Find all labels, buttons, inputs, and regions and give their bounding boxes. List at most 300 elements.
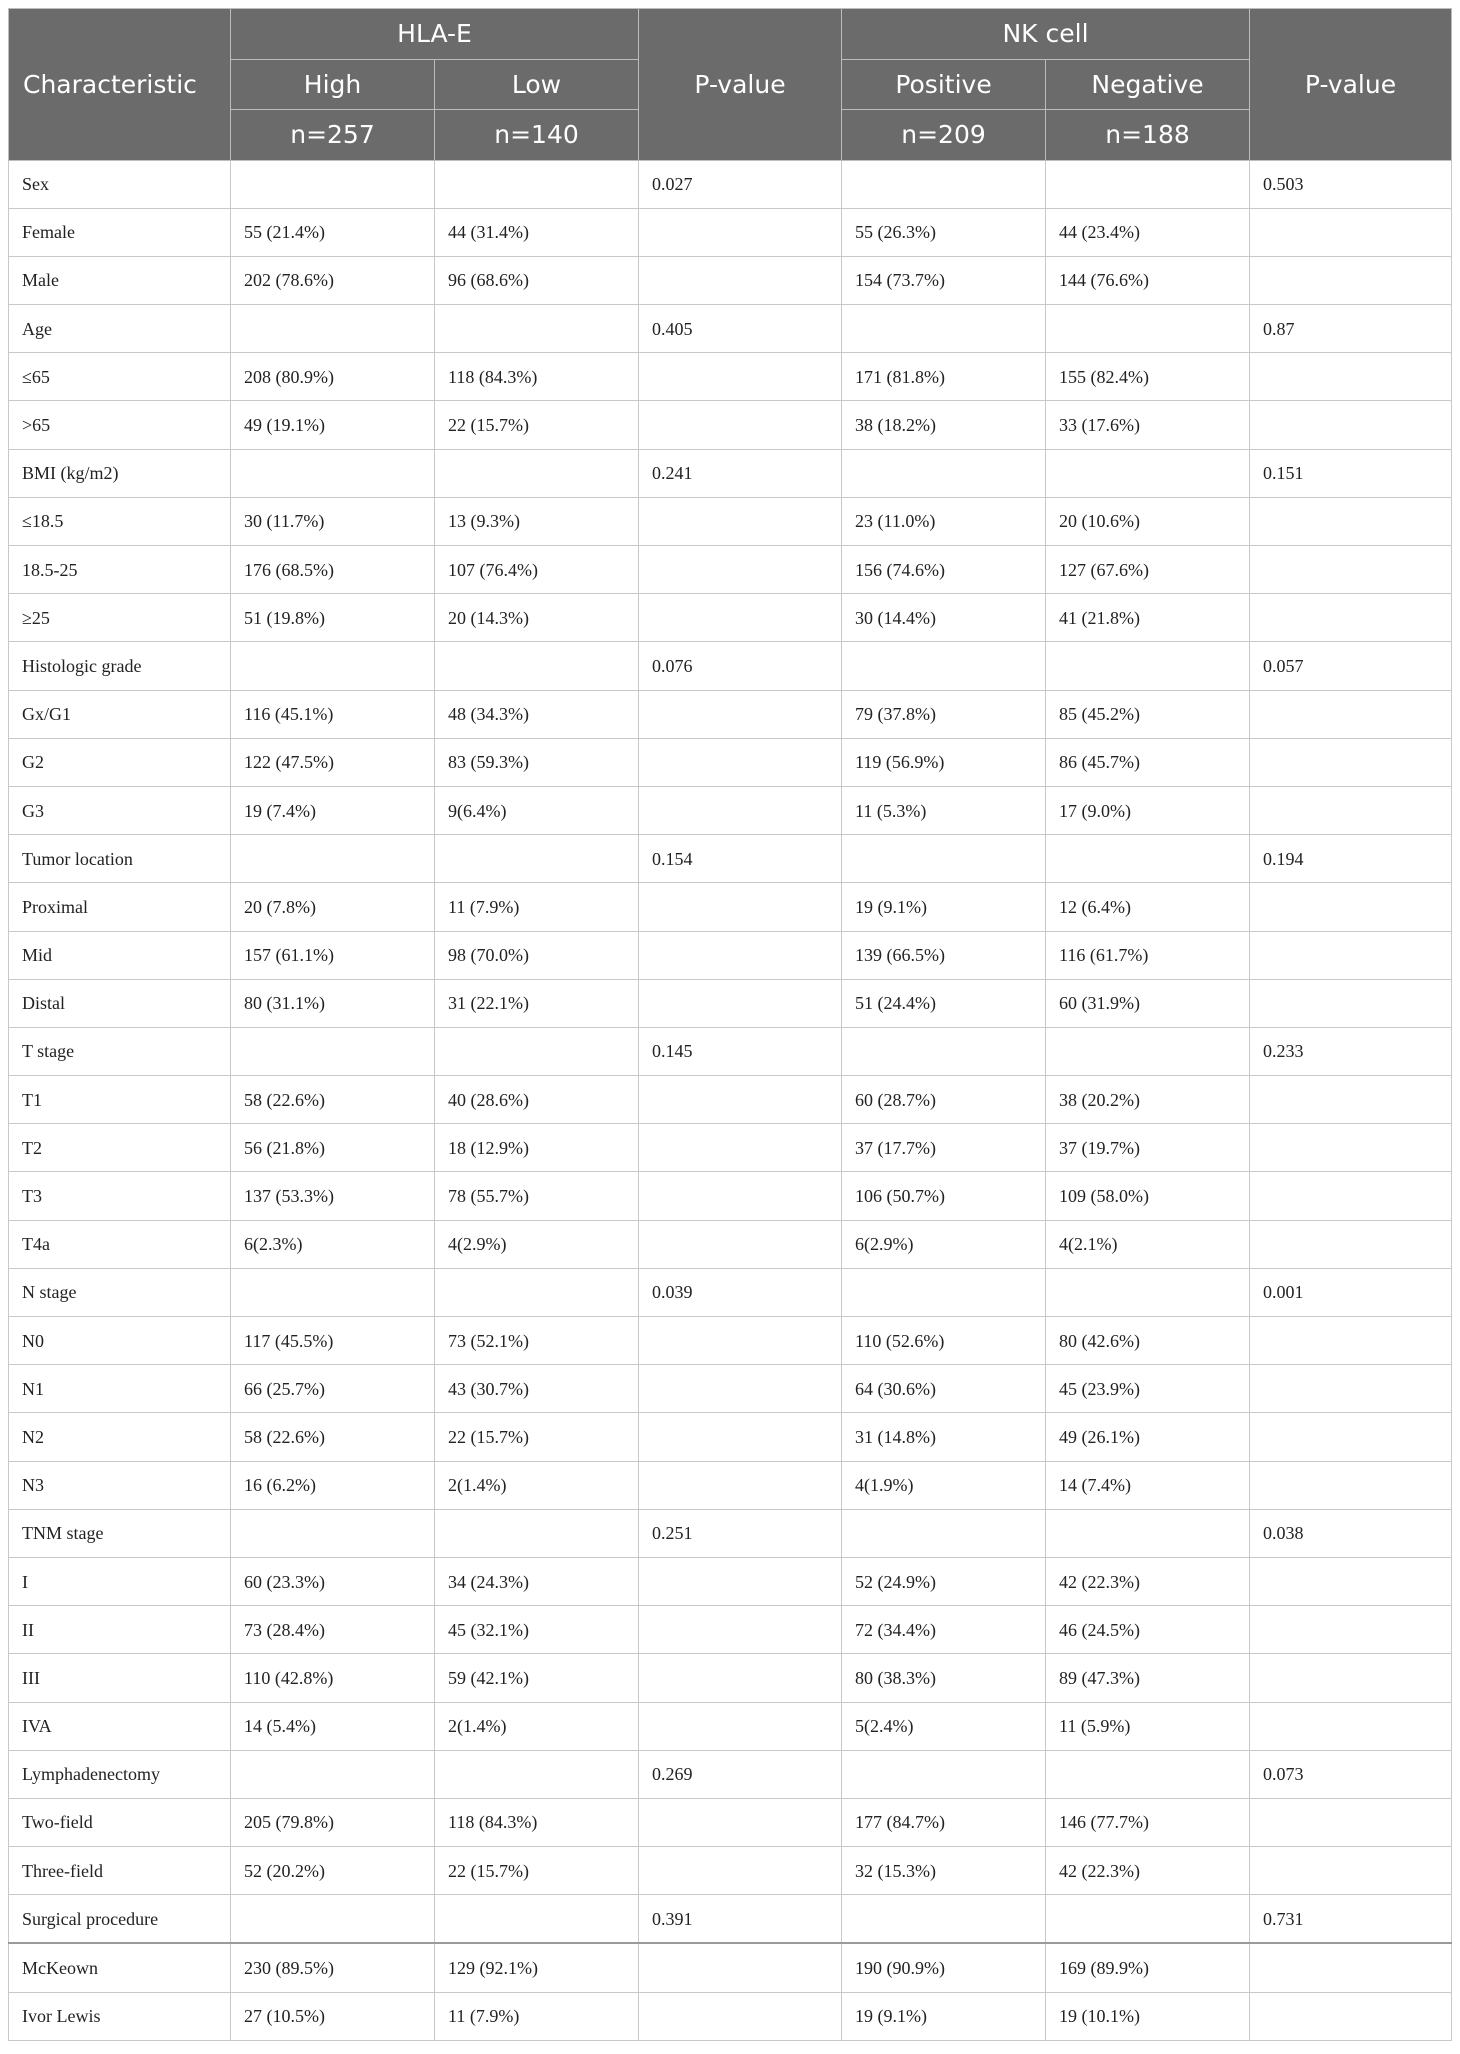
cell-nk-p-value: 0.194 [1250,835,1452,883]
cell-hla-e-p-value [639,208,842,256]
cell-nk-positive: 80 (38.3%) [842,1654,1046,1702]
table-row [9,738,1452,786]
cell-characteristic: Histologic grade [9,642,231,690]
table-row [9,690,1452,738]
cell-hla-e-low: 83 (59.3%) [435,738,639,786]
cell-nk-positive: 64 (30.6%) [842,1365,1046,1413]
cell-characteristic: IVA [9,1702,231,1750]
cell-characteristic: >65 [9,401,231,449]
cell-nk-p-value [1250,1172,1452,1220]
cell-hla-e-low [435,1895,639,1944]
cell-nk-positive: 55 (26.3%) [842,208,1046,256]
cell-hla-e-high: 116 (45.1%) [231,690,435,738]
cell-nk-p-value [1250,1992,1452,2040]
cell-hla-e-p-value [639,1798,842,1846]
cell-nk-positive: 38 (18.2%) [842,401,1046,449]
cell-nk-positive: 19 (9.1%) [842,1992,1046,2040]
cell-nk-p-value [1250,1413,1452,1461]
cell-nk-p-value [1250,1461,1452,1509]
cell-hla-e-p-value [639,979,842,1027]
table-row [9,1992,1452,2040]
cell-nk-positive: 177 (84.7%) [842,1798,1046,1846]
cell-hla-e-low: 34 (24.3%) [435,1557,639,1605]
cell-hla-e-high [231,835,435,883]
table-row [9,1847,1452,1895]
cell-characteristic: McKeown [9,1943,231,1992]
table-row [9,1413,1452,1461]
cell-hla-e-low: 2(1.4%) [435,1461,639,1509]
cell-nk-p-value [1250,353,1452,401]
table-row [9,256,1452,304]
cell-characteristic: T4a [9,1220,231,1268]
cell-nk-p-value [1250,1557,1452,1605]
cell-nk-negative: 116 (61.7%) [1046,931,1250,979]
cell-nk-p-value [1250,1220,1452,1268]
cell-nk-positive [842,835,1046,883]
cell-hla-e-high [231,1027,435,1075]
cell-hla-e-p-value [639,1461,842,1509]
cell-hla-e-p-value [639,1847,842,1895]
cell-hla-e-high: 6(2.3%) [231,1220,435,1268]
table-row [9,1654,1452,1702]
cell-nk-p-value [1250,401,1452,449]
cell-characteristic: Male [9,256,231,304]
cell-hla-e-low: 31 (22.1%) [435,979,639,1027]
cell-nk-p-value [1250,1943,1452,1992]
cell-hla-e-low: 118 (84.3%) [435,1798,639,1846]
cell-nk-p-value: 0.87 [1250,305,1452,353]
cell-nk-p-value [1250,1124,1452,1172]
cell-characteristic: Distal [9,979,231,1027]
cell-nk-negative: 85 (45.2%) [1046,690,1250,738]
cell-nk-negative: 127 (67.6%) [1046,546,1250,594]
cell-nk-positive: 4(1.9%) [842,1461,1046,1509]
header-subgroup-low: Low [435,59,639,110]
cell-hla-e-high: 137 (53.3%) [231,1172,435,1220]
cell-nk-negative: 60 (31.9%) [1046,979,1250,1027]
cell-characteristic: Lymphadenectomy [9,1750,231,1798]
cell-hla-e-p-value [639,1943,842,1992]
cell-hla-e-p-value [639,1557,842,1605]
cell-nk-positive: 37 (17.7%) [842,1124,1046,1172]
cell-hla-e-p-value: 0.241 [639,449,842,497]
cell-nk-positive: 19 (9.1%) [842,883,1046,931]
cell-characteristic: III [9,1654,231,1702]
table-header [9,9,1452,161]
cell-characteristic: N2 [9,1413,231,1461]
header-row-groups [9,9,1452,60]
cell-nk-negative: 155 (82.4%) [1046,353,1250,401]
header-p-value-hla-e: P-value [639,9,842,161]
cell-hla-e-high [231,305,435,353]
cell-hla-e-p-value [639,1172,842,1220]
cell-nk-negative: 89 (47.3%) [1046,1654,1250,1702]
table-row [9,1702,1452,1750]
cell-characteristic: Two-field [9,1798,231,1846]
cell-characteristic: T1 [9,1076,231,1124]
cell-hla-e-low: 98 (70.0%) [435,931,639,979]
table-row [9,1027,1452,1075]
cell-nk-negative: 80 (42.6%) [1046,1317,1250,1365]
cell-hla-e-high: 73 (28.4%) [231,1606,435,1654]
cell-hla-e-low: 9(6.4%) [435,786,639,834]
cell-characteristic: Age [9,305,231,353]
cell-nk-p-value [1250,497,1452,545]
cell-hla-e-p-value [639,1702,842,1750]
cell-nk-negative: 38 (20.2%) [1046,1076,1250,1124]
cell-nk-negative: 41 (21.8%) [1046,594,1250,642]
cell-hla-e-high: 66 (25.7%) [231,1365,435,1413]
cell-nk-positive [842,449,1046,497]
cell-nk-p-value [1250,738,1452,786]
cell-hla-e-p-value [639,256,842,304]
cell-nk-p-value [1250,1365,1452,1413]
cell-nk-positive: 60 (28.7%) [842,1076,1046,1124]
cell-hla-e-low [435,1027,639,1075]
cell-nk-p-value: 0.073 [1250,1750,1452,1798]
cell-hla-e-low: 22 (15.7%) [435,1413,639,1461]
cell-characteristic: N0 [9,1317,231,1365]
table-row [9,1365,1452,1413]
cell-hla-e-high [231,1268,435,1316]
cell-hla-e-p-value [639,690,842,738]
cell-nk-positive [842,1268,1046,1316]
cell-nk-p-value [1250,883,1452,931]
cell-nk-p-value: 0.731 [1250,1895,1452,1944]
table-row [9,594,1452,642]
cell-nk-positive [842,1750,1046,1798]
cell-nk-negative [1046,1895,1250,1944]
cell-hla-e-p-value [639,1992,842,2040]
cell-hla-e-p-value: 0.145 [639,1027,842,1075]
cell-hla-e-high: 20 (7.8%) [231,883,435,931]
cell-hla-e-low: 2(1.4%) [435,1702,639,1750]
table-row [9,353,1452,401]
cell-nk-negative: 37 (19.7%) [1046,1124,1250,1172]
cell-hla-e-p-value [639,1413,842,1461]
cell-nk-positive: 5(2.4%) [842,1702,1046,1750]
cell-nk-negative: 12 (6.4%) [1046,883,1250,931]
cell-hla-e-low [435,1509,639,1557]
cell-hla-e-low: 107 (76.4%) [435,546,639,594]
table-row [9,1268,1452,1316]
cell-characteristic: ≤18.5 [9,497,231,545]
cell-hla-e-low: 22 (15.7%) [435,1847,639,1895]
table-row [9,1461,1452,1509]
cell-nk-positive [842,160,1046,208]
header-subgroup-high: High [231,59,435,110]
cell-nk-negative: 146 (77.7%) [1046,1798,1250,1846]
cell-characteristic: T stage [9,1027,231,1075]
cell-nk-p-value: 0.001 [1250,1268,1452,1316]
cell-characteristic: ≤65 [9,353,231,401]
cell-hla-e-high: 55 (21.4%) [231,208,435,256]
cell-nk-negative [1046,1509,1250,1557]
table-row [9,1557,1452,1605]
cell-nk-negative: 14 (7.4%) [1046,1461,1250,1509]
cell-hla-e-high: 60 (23.3%) [231,1557,435,1605]
cell-hla-e-low: 129 (92.1%) [435,1943,639,1992]
cell-nk-positive: 190 (90.9%) [842,1943,1046,1992]
table-row [9,1750,1452,1798]
cell-nk-positive [842,305,1046,353]
cell-nk-negative: 49 (26.1%) [1046,1413,1250,1461]
cell-hla-e-p-value [639,738,842,786]
cell-nk-p-value: 0.151 [1250,449,1452,497]
cell-hla-e-low [435,1750,639,1798]
cell-nk-negative [1046,1750,1250,1798]
cell-hla-e-p-value [639,786,842,834]
cell-hla-e-high [231,160,435,208]
table-row [9,1124,1452,1172]
cell-nk-positive: 31 (14.8%) [842,1413,1046,1461]
cell-nk-negative [1046,642,1250,690]
cell-nk-negative [1046,305,1250,353]
cell-characteristic: Three-field [9,1847,231,1895]
cell-hla-e-low [435,449,639,497]
cell-nk-negative: 86 (45.7%) [1046,738,1250,786]
cell-nk-negative: 42 (22.3%) [1046,1847,1250,1895]
cell-nk-positive: 51 (24.4%) [842,979,1046,1027]
cell-nk-positive [842,1027,1046,1075]
cell-hla-e-low: 43 (30.7%) [435,1365,639,1413]
cell-nk-positive: 106 (50.7%) [842,1172,1046,1220]
cell-hla-e-low: 11 (7.9%) [435,1992,639,2040]
cell-nk-positive: 119 (56.9%) [842,738,1046,786]
table-row [9,786,1452,834]
cell-nk-positive [842,1509,1046,1557]
table-row [9,1220,1452,1268]
cell-characteristic: Proximal [9,883,231,931]
cell-hla-e-p-value: 0.269 [639,1750,842,1798]
cell-hla-e-high [231,1750,435,1798]
cell-hla-e-high [231,642,435,690]
cell-hla-e-p-value [639,546,842,594]
cell-nk-positive [842,642,1046,690]
cell-hla-e-low: 118 (84.3%) [435,353,639,401]
table-row [9,1076,1452,1124]
table-row [9,931,1452,979]
cell-hla-e-low: 20 (14.3%) [435,594,639,642]
table-row [9,1895,1452,1944]
cell-nk-p-value [1250,1702,1452,1750]
cell-nk-p-value: 0.057 [1250,642,1452,690]
cell-nk-positive: 32 (15.3%) [842,1847,1046,1895]
cell-characteristic: T2 [9,1124,231,1172]
cell-characteristic: Female [9,208,231,256]
cell-nk-positive: 30 (14.4%) [842,594,1046,642]
cell-nk-positive: 23 (11.0%) [842,497,1046,545]
table-row [9,1172,1452,1220]
cell-hla-e-low [435,642,639,690]
cell-nk-positive [842,1895,1046,1944]
cell-characteristic: G2 [9,738,231,786]
cell-nk-p-value [1250,1317,1452,1365]
header-subgroup-negative: Negative [1046,59,1250,110]
cell-nk-p-value [1250,256,1452,304]
cell-characteristic: Surgical procedure [9,1895,231,1944]
header-group-hla-e: HLA-E [231,9,639,60]
cell-hla-e-high: 117 (45.5%) [231,1317,435,1365]
cell-nk-p-value: 0.503 [1250,160,1452,208]
cell-nk-p-value: 0.233 [1250,1027,1452,1075]
table-row [9,1606,1452,1654]
cell-hla-e-low: 78 (55.7%) [435,1172,639,1220]
cell-nk-negative: 19 (10.1%) [1046,1992,1250,2040]
cell-hla-e-p-value [639,1076,842,1124]
cell-characteristic: I [9,1557,231,1605]
cell-hla-e-low: 44 (31.4%) [435,208,639,256]
cell-nk-positive: 11 (5.3%) [842,786,1046,834]
cell-nk-p-value [1250,786,1452,834]
cell-nk-negative: 4(2.1%) [1046,1220,1250,1268]
cell-characteristic: BMI (kg/m2) [9,449,231,497]
cell-hla-e-high: 58 (22.6%) [231,1413,435,1461]
header-n-high: n=257 [231,110,435,161]
cell-characteristic: Ivor Lewis [9,1992,231,2040]
cell-hla-e-p-value [639,594,842,642]
cell-hla-e-low: 13 (9.3%) [435,497,639,545]
cell-nk-negative: 42 (22.3%) [1046,1557,1250,1605]
table-row [9,883,1452,931]
cell-hla-e-high: 52 (20.2%) [231,1847,435,1895]
cell-nk-positive: 6(2.9%) [842,1220,1046,1268]
cell-nk-p-value [1250,594,1452,642]
table-body [9,160,1452,2040]
cell-nk-negative: 11 (5.9%) [1046,1702,1250,1750]
cell-characteristic: N1 [9,1365,231,1413]
cell-hla-e-low: 22 (15.7%) [435,401,639,449]
cell-nk-positive: 156 (74.6%) [842,546,1046,594]
cell-hla-e-p-value [639,401,842,449]
table-row [9,1798,1452,1846]
table-row [9,305,1452,353]
cell-nk-negative [1046,1268,1250,1316]
cell-characteristic: 18.5-25 [9,546,231,594]
cell-hla-e-p-value: 0.039 [639,1268,842,1316]
cell-hla-e-low: 18 (12.9%) [435,1124,639,1172]
cell-nk-p-value [1250,690,1452,738]
cell-characteristic: N3 [9,1461,231,1509]
cell-hla-e-high: 230 (89.5%) [231,1943,435,1992]
cell-hla-e-high: 27 (10.5%) [231,1992,435,2040]
table-row [9,1317,1452,1365]
cell-nk-p-value [1250,208,1452,256]
cell-nk-negative: 144 (76.6%) [1046,256,1250,304]
cell-hla-e-high: 16 (6.2%) [231,1461,435,1509]
cell-hla-e-high: 208 (80.9%) [231,353,435,401]
cell-hla-e-high: 14 (5.4%) [231,1702,435,1750]
header-n-positive: n=209 [842,110,1046,161]
cell-nk-positive: 72 (34.4%) [842,1606,1046,1654]
table-row [9,979,1452,1027]
cell-nk-negative [1046,1027,1250,1075]
table-row [9,835,1452,883]
cell-hla-e-high: 19 (7.4%) [231,786,435,834]
cell-characteristic: Tumor location [9,835,231,883]
cell-characteristic: ≥25 [9,594,231,642]
table-row [9,497,1452,545]
cell-hla-e-low: 11 (7.9%) [435,883,639,931]
cell-hla-e-low: 45 (32.1%) [435,1606,639,1654]
cell-nk-negative: 20 (10.6%) [1046,497,1250,545]
header-n-low: n=140 [435,110,639,161]
cell-hla-e-high: 58 (22.6%) [231,1076,435,1124]
cell-hla-e-high [231,449,435,497]
cell-nk-positive: 79 (37.8%) [842,690,1046,738]
cell-nk-positive: 139 (66.5%) [842,931,1046,979]
cell-nk-p-value [1250,1076,1452,1124]
table-row [9,208,1452,256]
cell-characteristic: Gx/G1 [9,690,231,738]
cell-hla-e-high: 122 (47.5%) [231,738,435,786]
cell-hla-e-high: 30 (11.7%) [231,497,435,545]
cell-hla-e-high: 110 (42.8%) [231,1654,435,1702]
cell-nk-p-value [1250,931,1452,979]
cell-characteristic: N stage [9,1268,231,1316]
cell-hla-e-p-value: 0.076 [639,642,842,690]
table-row [9,642,1452,690]
cell-nk-negative [1046,835,1250,883]
cell-hla-e-low [435,835,639,883]
cell-nk-p-value [1250,1606,1452,1654]
header-n-negative: n=188 [1046,110,1250,161]
table-row [9,449,1452,497]
cell-nk-positive: 52 (24.9%) [842,1557,1046,1605]
cell-characteristic: G3 [9,786,231,834]
cell-characteristic: Sex [9,160,231,208]
table-row [9,546,1452,594]
cell-hla-e-p-value [639,1124,842,1172]
header-characteristic: Characteristic [9,9,231,161]
cell-hla-e-low: 59 (42.1%) [435,1654,639,1702]
cell-nk-positive: 171 (81.8%) [842,353,1046,401]
cell-hla-e-high: 202 (78.6%) [231,256,435,304]
cell-characteristic: Mid [9,931,231,979]
cell-nk-p-value [1250,1847,1452,1895]
cell-nk-negative: 46 (24.5%) [1046,1606,1250,1654]
cell-nk-negative [1046,160,1250,208]
cell-hla-e-p-value: 0.251 [639,1509,842,1557]
cell-hla-e-high: 51 (19.8%) [231,594,435,642]
cell-hla-e-low [435,1268,639,1316]
cell-hla-e-p-value [639,931,842,979]
cell-hla-e-high: 157 (61.1%) [231,931,435,979]
table-row [9,1943,1452,1992]
cell-hla-e-p-value: 0.154 [639,835,842,883]
cell-hla-e-high: 56 (21.8%) [231,1124,435,1172]
cell-hla-e-high: 49 (19.1%) [231,401,435,449]
cell-nk-negative: 44 (23.4%) [1046,208,1250,256]
cell-nk-negative [1046,449,1250,497]
cell-nk-p-value [1250,546,1452,594]
cell-hla-e-high: 176 (68.5%) [231,546,435,594]
cell-hla-e-low: 40 (28.6%) [435,1076,639,1124]
cell-nk-negative: 45 (23.9%) [1046,1365,1250,1413]
cell-hla-e-low [435,160,639,208]
cell-nk-p-value: 0.038 [1250,1509,1452,1557]
cell-nk-negative: 33 (17.6%) [1046,401,1250,449]
cell-characteristic: T3 [9,1172,231,1220]
cell-hla-e-high: 80 (31.1%) [231,979,435,1027]
cell-hla-e-low: 4(2.9%) [435,1220,639,1268]
cell-nk-positive: 154 (73.7%) [842,256,1046,304]
cell-nk-negative: 169 (89.9%) [1046,1943,1250,1992]
cell-hla-e-p-value [639,1606,842,1654]
cell-hla-e-p-value [639,1654,842,1702]
cell-characteristic: II [9,1606,231,1654]
header-p-value-nk-cell: P-value [1250,9,1452,161]
